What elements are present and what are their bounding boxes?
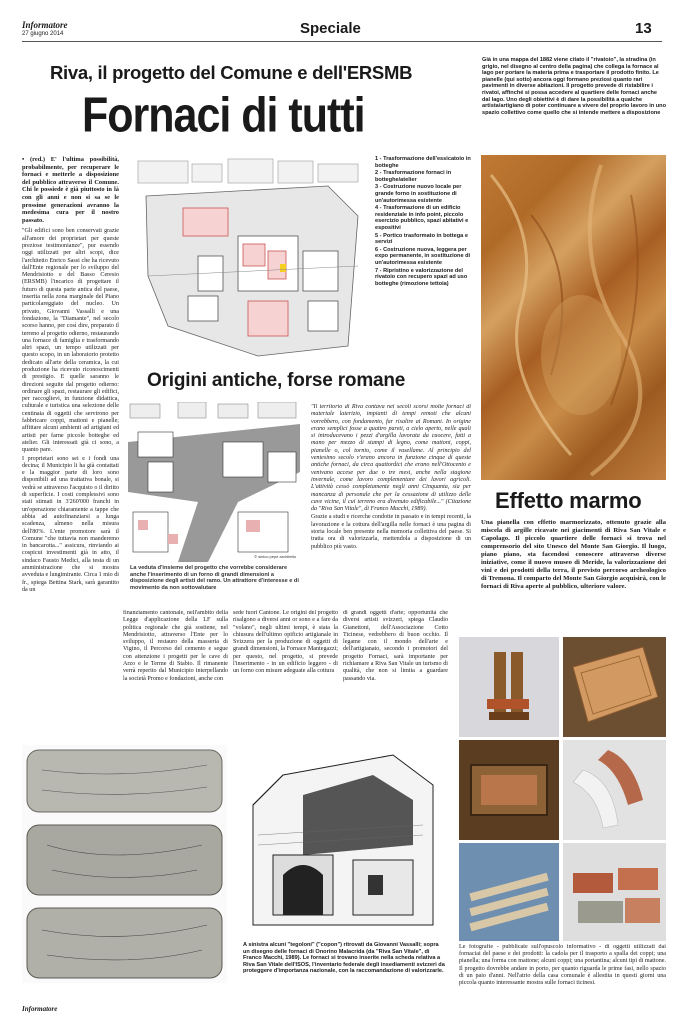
site-plan-drawing [128,156,368,364]
header-rule [22,41,662,42]
forma-drawing [459,740,559,840]
origins-quote: "Il territorio di Riva contava nei secoli scorsi molte fornaci di materiale laterizio, impianti di tempi remoti che alcuni vorrebbero, con fondamento, far risalire ai Romani. In origine erano semplici fosse a quattro pareti, a cielo aperto, nelle quali si introducevano i pezzi d'argilla lavorata da cuocere, fatti a mano per mezzo di stampi di legno, come mattoni, coppi, pianelle o, col tornio, come il vasellame. Al principio del ventesimo secolo v'erano ancora in funzione cinque di queste antiche fornaci, da circa quattordici che erano nell'Ottocento e venivano accese per due o tre mesi, anche nella stagione invernale, come lavoro complementare dei lavori agricoli. L'attività cessò completamente negli anni Cinquanta, sia per mancanza di personale che per la cessazione di utilizzo delle cave vicine, il cui terreno era divenuto edificabile..." (Citazione da "Riva San Vitale", di Franco Macchi, 1989). [311,404,471,513]
overall-plan-caption: La veduta d'insieme del progetto che vorrebbe considerare anche l'inserimento di un forno di grandi dimensioni a disposizione degli artisti del ramo. Un attrattore d'interesse e di movimento da non sottovalutare [130,565,299,591]
site-plan-image [128,156,368,364]
photo-portantina [459,843,559,941]
photo-mattoni [563,843,666,941]
article-paragraph: "Gli edifici sono ben conservati grazie all'amore dei proprietari per queste preziose testimonianze", pur essendo oggi utilizzati per altri scopi, dice l'architetto Enrico Sassi che ha ricevuto dall'Ente regionale per lo sviluppo del Mendrisiotto e del Basso Ceresio (ERSMB) l'incarico di progettare il futuro di questa parte antica del paese, inserita nella zona marginale del Piano particolareggiato del nucleo. Un privato, Giovanni Vassalli e una fondazione, la "Diamante", nel secolo scorso hanno, per così dire, preparato il terreno al progetto odierno, restaurando una fornace di famiglia e trasformando altri spazi, un tempo utilizzati per questo scopo, in un laboratorio protetto dedicato all'arte della ceramica, la cui produzione ha ricevuto riconoscimenti di prestigio. E quelle saranno le direzioni seguite dal progetto odierno: ordinare gli spazi, restaurare gli edifici, per raccoglievi, in funzione didattica, culturale e turistica una selezione delle centinaia di oggetti che servirono per fabbricare coppi, mattoni e pianelle; affittare alcuni ambienti ad artigiani ed artisti per farne piccole botteghe ed atelier. Gli interessati già ci sono, a quanto pare. [22,228,119,454]
overall-plan-drawing [128,402,300,562]
plan-credit: © sinico pepe architetto [254,554,296,559]
legend-item: 4 - Trasformazione di un edificio residenziale in info point, piccolo esercizio pubblico, spazi abitativi e espositivi [375,205,469,231]
map-note: Già in una mappa del 1882 viene citato il "rivatoio", la stradina (in grigio, nel disegno al centro della pagina) che collega la fornace al lago per portare la materia prima e trasportare il prodotto finito. Le pianelle (qui sotto) ancora oggi formano preziosi quanto rari pavimenti in diverse abitazioni. Il progetto prevede di ristabilire i rivatoi, affinché si possa accedere al quartiere delle fornaci anche dal lago. Uno degli obiettivi è di dare la possibilità a qualche artista/artigiano di poter continuare a vivere del proprio lavoro in uno spazio collettivo come quello che si intende mettere a disposizione [482,57,666,116]
plan-legend [375,156,471,361]
article-paragraph: I proprietari sono sei e i fondi una decina; il Municipio li ha già contattati e la maggior parte di loro sono disponibili ad una trattativa bonale, si vedrà se attraverso l'acquisto o il diritto di superficie. I costi complessivi sono stati stimati in 3'260'000 franchi in un'operazione chiaramente a tappe che abbia ad autofinanziarsi a lunga scadenza, almeno nella misura dell'80%. L'ente promotore sarà il Comune "che tuttavia non manderemo in bancarotta..." assicura, rinviando ai cospicui investimenti già in atto, il sindaco Fausto Medici, alla testa di un amministrazione che si mostra avveduta e lungimirante. Circa 1 mio di fr., spiega Bettina Stark, sarà garantito da un [22,455,119,593]
marble-tile-photo [481,155,666,480]
origins-text [311,404,471,604]
legend-item: 3 - Costruzione nuovo locale per grande forno in sostituzione di un'autorimessa esistente [375,184,462,204]
article-lead: • (red.) E' l'ultima possibilità, probabilmente, per recuperare le fornaci e metterle a disposizione del pubblico attraverso il Comune. Chi le possiede è già piuttosto in là con gli anni e non si sa se le prossime generazioni avranno la medesima cura per il nostro passato. [22,156,119,224]
photos-caption: Le fotografie - pubblicate sull'opuscolo informativo - di oggetti utilizzati dai fornaciai del paese e dei prodotti: la cadola per il trasporto a spalla dei coppi; una pianella; una forma con mattone; alcuni coppi; una portantina; alcuni tipi di mattone. Il progetto dovrebbe andare in porto, per quanto riguarda le prime fasi, nello spazio di un paio d'anni. Nell'atrio della casa comunale è allestita in questi giorni una piccola quanto interessante mostra sulle fornaci ticinesi. [459,944,666,987]
marble-text: Una pianella con effetto marmorizzato, ottenuto grazie alla miscela di argille ricavate nei giacimenti di Riva San Vitale e Capolago. Il piccolo quartiere delle fornaci si trova nel comprensorio del sito Unesco del Monte San Giorgio. Il luogo, piano piano, sta facendosi conoscere attraverso diverse iniziative, come il nuovo museo di Meride, la valorizzazione dei vini e dei prodotti della terra, il previsto percorso archeologico di Tremona. Il comparto del Monte San Giorgio acquisirà, con le fornaci di Riva aperte al pubblico, ulteriore valore. [481,519,666,590]
legend-item: 7 - Ripristino e valorizzazione del rivatoio con recupero spazi ad uso botteghe (rimozione tettoia) [375,267,468,287]
issue-date: 27 giugno 2014 [22,31,64,37]
legend-item: 5 - Portico trasformato in bottega e servizi [375,232,468,246]
article-column-3: sede fuori Cantone. Le origini del progetto risalgono a diversi anni or sono e a fare da "volano", negli ultimi tempi, è stata la chiusura dell'ultimo opificio artigianale in Svizzera per la produzione di oggetti di grandi dimensioni, la Fornace Mantegazzi; per questo, nel progetto, si prevede l'inserimento - in un edificio leggero - di un forno con misure adeguate alla cottura [233,610,338,675]
portantina-drawing [459,843,559,941]
headline: Fornaci di tutti [82,88,365,144]
marble-title: Effetto marmo [495,488,642,513]
origins-body: Grazie a studi e ricerche condotte in passato e in tempi recenti, la lavorazione e la cottura dell'argilla nelle fornaci è una pagina di storia locale ben presente nella memoria collettiva del paese. Si tratta ora di valorizzarla, mettendola a disposizione di un pubblico più vasto. [311,514,471,550]
photo-pianella [563,637,666,737]
tegoloni-photo [22,745,227,983]
masthead-logo: Informatore [22,20,68,30]
cadola-drawing [459,637,559,737]
article-column-2: finanziamento cantonale, nell'ambito della Legge d'applicazione della LF sulla politica regionale che già sostiene, nel Mendrisiotto, attraverso l'Ente per lo sviluppo, il restauro della masseria di Vigino, il Percorso del cemento e segue con attenzione i progetti per le cave di Arzo e le Terme di Stabio. Il rimanente verrà reperito dal Municipio interpellando la società Promo e fondazioni, anche con [123,610,228,682]
kicker: Riva, il progetto del Comune e dell'ERSMB [50,62,413,83]
fornace-sketch [243,745,438,938]
pianella-drawing [563,637,666,737]
fornace-drawing-image [243,745,438,938]
article-column-4: di grandi oggetti d'arte; opportunità che diversi artisti svizzeri, spiega Claudio Gianettoni, dell'Associazione Cotto Ticinese, vedrebbero di buon occhio. Il legame con il mondo dell'arte e dell'artigianato, secondo i promotori del progetto Fornaci, sarà importante per richiamare a Riva San Vitale un turismo di qualità, che non si limita a guardare passando via. [343,610,448,682]
overall-plan-image [128,402,300,562]
tegoloni-drawing [22,745,227,983]
mattoni-drawing [563,843,666,941]
photo-coppi [563,740,666,840]
coppi-drawing [563,740,666,840]
tiles-drawing-caption: A sinistra alcuni "tegoloni" ("copon") ritrovati da Giovanni Vassalli; sopra un disegno delle fornaci di Onorino Malacrida (da "Riva San Vitale", di Franco Macchi, 1989). Le fornaci si trovano inserite nella scheda relativa a Riva San Vitale dell'ISOS, l'inventario federale degli insediamenti svizzeri da proteggere d'importanza nazionale, con la raccomandazione di valorizzarle. [243,942,445,975]
legend-item: 2 - Trasformazione fornaci in botteghe/atelier [375,170,452,183]
footer-logo: Informatore [22,1005,58,1013]
section-title: Speciale [300,20,361,37]
photo-forma-mattone [459,740,559,840]
origins-title: Origini antiche, forse romane [147,370,406,391]
marble-pattern [481,155,666,480]
legend-item: 6 - Costruzione nuova, leggera per expo permanente, in sostituzione di un'autorimessa esistente [375,246,471,266]
article-column-1 [22,156,119,786]
legend-item: 1 - Trasformazione dell'essicatoio in botteghe [375,156,471,169]
photo-cadola [459,637,559,737]
page-number: 13 [635,20,652,37]
